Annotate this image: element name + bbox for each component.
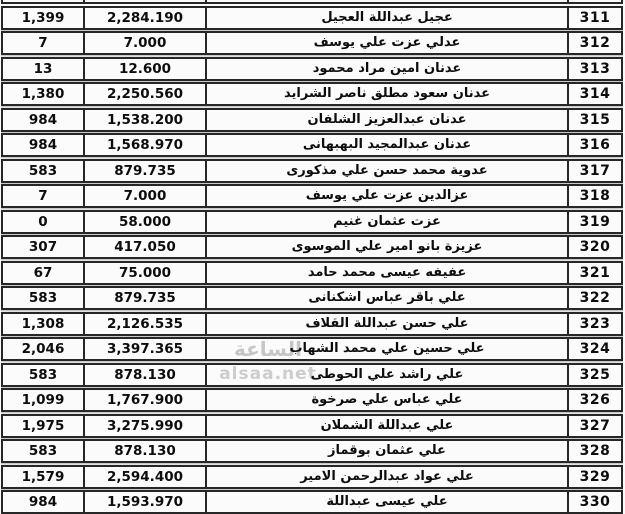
table-row	[1, 31, 623, 55]
amount-cell: 75.000	[83, 263, 205, 283]
table-row	[1, 261, 623, 285]
count-cell: 583	[28, 162, 58, 179]
name-cell: علي حسن عبداللة القلاف	[205, 314, 567, 334]
table-row	[1, 159, 623, 183]
count-cell: 583	[28, 290, 58, 306]
amount-cell: 879.735	[83, 161, 205, 181]
amount-cell: 7.000	[83, 33, 205, 53]
count-cell: 307	[28, 239, 58, 255]
serial-cell: 311	[567, 8, 621, 28]
serial-cell: 319	[567, 212, 621, 232]
count-cell: 0	[38, 213, 48, 230]
amount-cell: 878.130	[83, 441, 205, 461]
count-cell: 1,399	[21, 9, 65, 26]
serial-cell: 329	[567, 467, 621, 487]
name-cell: عزالدين عزت علي يوسف	[205, 186, 567, 206]
name-cell: علي عبداللة الشملان	[205, 416, 567, 436]
name-cell	[205, 0, 567, 2]
serial-cell: 324	[567, 339, 621, 359]
count-cell	[3, 0, 83, 2]
amount-cell: 7.000	[83, 186, 205, 206]
count-cell: 583	[28, 443, 58, 459]
table-row	[1, 57, 623, 81]
serial-cell: 322	[567, 288, 621, 308]
count-cell: 13	[33, 60, 53, 77]
table-row-partial-bottom	[1, 490, 623, 514]
count-cell: 1,579	[21, 468, 65, 485]
table-row-partial-top	[1, 0, 623, 4]
amount-cell: 1,767.900	[83, 390, 205, 410]
name-cell: عزت عثمان غنيم	[205, 212, 567, 232]
name-cell: علي حسين علي محمد الشهاب	[205, 339, 567, 359]
table-row	[1, 465, 623, 489]
amount-cell: 3,397.365	[83, 339, 205, 359]
name-cell: عدنان سعود مطلق ناصر الشرايد	[205, 84, 567, 104]
count-cell: 984	[28, 494, 58, 510]
serial-cell: 313	[567, 59, 621, 79]
serial-cell: 315	[567, 110, 621, 130]
count-cell: 984	[28, 111, 58, 128]
count-cell: 984	[28, 137, 58, 153]
table-row	[1, 363, 623, 387]
name-cell: عدوية محمد حسن علي مذكورى	[205, 161, 567, 181]
serial-cell: 326	[567, 390, 621, 410]
name-cell: عفيفه عيسى محمد حامد	[205, 263, 567, 283]
serial-cell: 328	[567, 441, 621, 461]
watermark-arabic-text: الساعة	[233, 337, 303, 361]
name-cell: علي عيسى عبداللة	[205, 492, 567, 512]
serial-cell: 314	[567, 84, 621, 104]
name-cell: علي راشد علي الحوطى	[205, 365, 567, 385]
name-cell: علي عواد عبدالرحمن الامير	[205, 467, 567, 487]
table-row	[1, 388, 623, 412]
amount-cell: 878.130	[83, 365, 205, 385]
count-cell: 7	[38, 35, 48, 51]
serial-cell	[567, 0, 621, 2]
serial-cell: 327	[567, 416, 621, 436]
table-row	[1, 210, 623, 234]
serial-cell: 312	[567, 33, 621, 53]
count-cell: 583	[28, 366, 58, 383]
name-cell: علي باقر عباس اشكنانى	[205, 288, 567, 308]
amount-cell: 1,593.970	[83, 492, 205, 512]
table-row	[1, 133, 623, 157]
document-table	[1, 0, 623, 514]
name-cell: عدنان عبدالعزيز الشلفان	[205, 110, 567, 130]
name-cell: عدنان عبدالمجيد البهبهانى	[205, 135, 567, 155]
amount-cell: 2,126.535	[83, 314, 205, 334]
serial-cell: 316	[567, 135, 621, 155]
serial-cell: 325	[567, 365, 621, 385]
count-cell: 1,308	[21, 315, 65, 332]
amount-cell	[83, 0, 205, 2]
table-row	[1, 108, 623, 132]
amount-cell: 2,594.400	[83, 467, 205, 487]
table-row	[1, 235, 623, 259]
name-cell: عجيل عبداللة العجيل	[205, 8, 567, 28]
serial-cell: 318	[567, 186, 621, 206]
count-cell: 2,046	[21, 341, 65, 357]
amount-cell: 58.000	[83, 212, 205, 232]
name-cell: عدلي عزت علي يوسف	[205, 33, 567, 53]
amount-cell: 1,568.970	[83, 135, 205, 155]
table-row	[1, 286, 623, 310]
serial-cell: 321	[567, 263, 621, 283]
count-cell: 1,975	[21, 417, 65, 434]
count-cell: 1,099	[21, 392, 65, 408]
amount-cell: 417.050	[83, 237, 205, 257]
amount-cell: 3,275.990	[83, 416, 205, 436]
name-cell: عزيزة بانو امير علي الموسوى	[205, 237, 567, 257]
table-row	[1, 6, 623, 30]
serial-cell: 330	[567, 492, 621, 512]
amount-cell: 1,538.200	[83, 110, 205, 130]
amount-cell: 12.600	[83, 59, 205, 79]
name-cell: علي عثمان بوقماز	[205, 441, 567, 461]
serial-cell: 320	[567, 237, 621, 257]
amount-cell: 879.735	[83, 288, 205, 308]
table-row	[1, 439, 623, 463]
amount-cell: 2,250.560	[83, 84, 205, 104]
count-cell: 1,380	[21, 86, 65, 102]
table-row	[1, 312, 623, 336]
table-body	[1, 6, 623, 489]
watermark-latin-text: alsaa.net	[219, 364, 317, 384]
table-row	[1, 414, 623, 438]
amount-cell: 2,284.190	[83, 8, 205, 28]
table-row	[1, 337, 623, 361]
name-cell: عدنان امين مراد محمود	[205, 59, 567, 79]
table-row	[1, 184, 623, 208]
table-row	[1, 82, 623, 106]
name-cell: علي عباس علي صرخوة	[205, 390, 567, 410]
serial-cell: 317	[567, 161, 621, 181]
count-cell: 67	[33, 264, 53, 281]
serial-cell: 323	[567, 314, 621, 334]
count-cell: 7	[38, 188, 48, 204]
